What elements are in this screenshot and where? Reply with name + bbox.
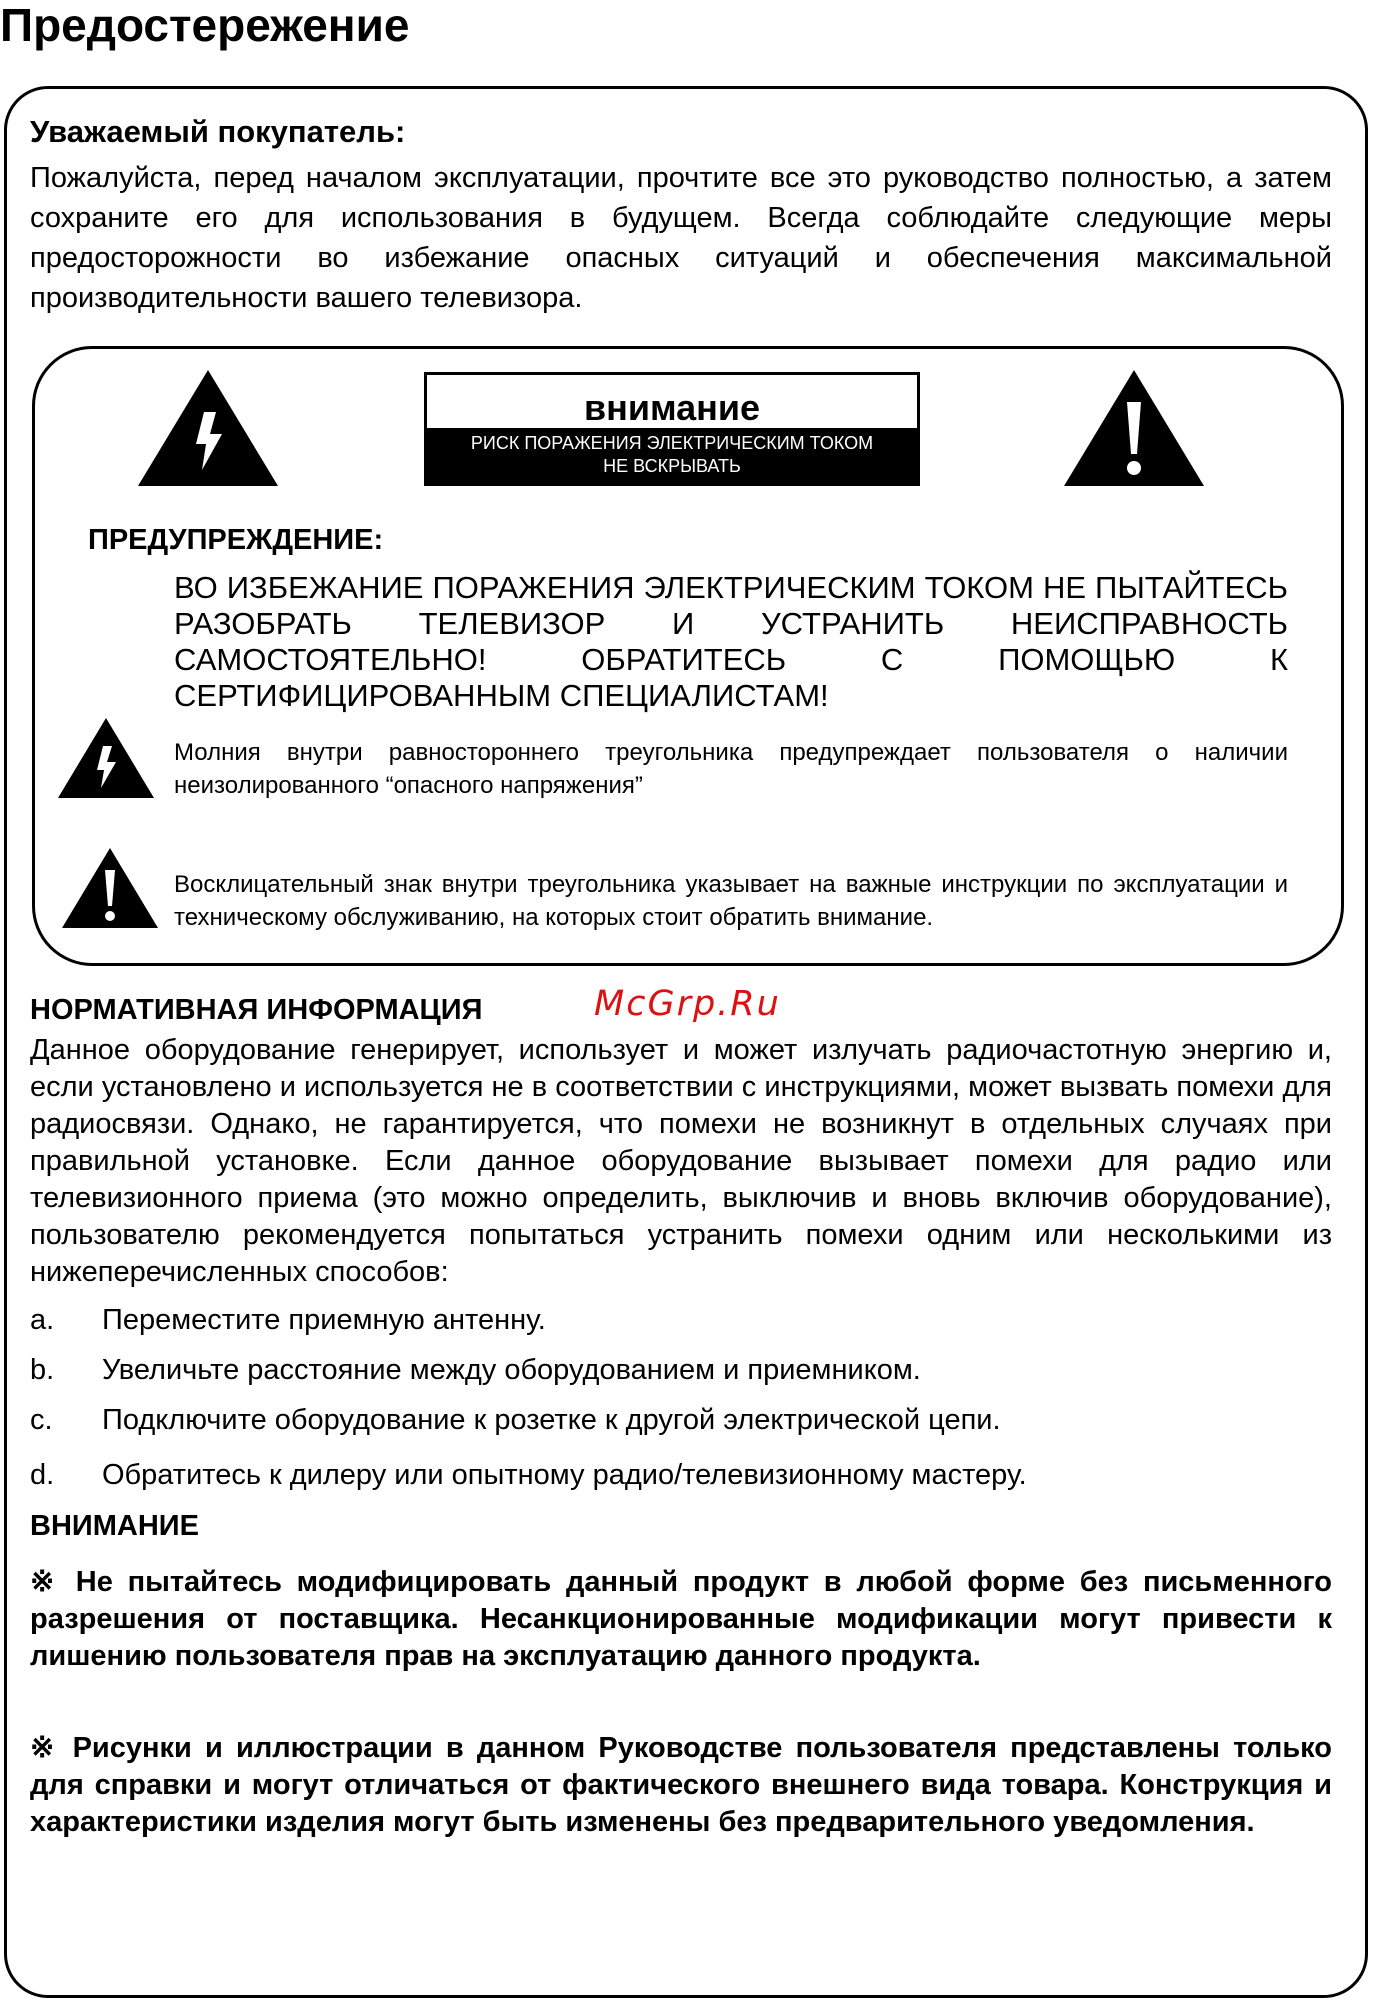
caution-label (424, 372, 920, 486)
warning-title: ПРЕДУПРЕЖДЕНИЕ: (88, 524, 384, 556)
exclamation-warning-icon (1064, 370, 1204, 486)
list-item-text: Переместите приемную антенну. (102, 1304, 546, 1336)
exclamation-symbol-icon (62, 848, 158, 928)
regulatory-text: Данное оборудование генерирует, использует и может излучать радиочастотную энергию и, если установлено и используется не в соответствии с инструкциями, может вызвать помехи для радиосвязи. Однако, не гарантируется, что помехи не возникнут в отдельных случаях при правильной установке. Если данное оборудование вызывает помехи для радио или телевизионного приема (это можно определить, выключив и вновь включив оборудование), пользователю рекомендуется попытаться устранить помехи одним или несколькими из нижеперечисленных способов: (30, 1034, 1332, 1288)
lightning-warning-icon (138, 370, 278, 486)
caution-line-1: РИСК ПОРАЖЕНИЯ ЭЛЕКТРИЧЕСКИМ ТОКОМ (470, 433, 874, 453)
regulatory-title: НОРМАТИВНАЯ ИНФОРМАЦИЯ (30, 994, 483, 1026)
page-title: Предостережение (0, 0, 410, 51)
attention-title: ВНИМАНИЕ (30, 1510, 199, 1542)
lightning-description: Молния внутри равностороннего треугольника предупреждает пользователя о наличии неизолированного “опасного напряжения” (174, 739, 1288, 799)
list-item-letter: c. (30, 1404, 53, 1436)
intro-paragraph: Пожалуйста, перед началом эксплуатации, прочтите все это руководство полностью, а затем сохраните его для использования в будущем. Всегда соблюдайте следующие меры предосторожности во избежание опасных ситуаций и обеспечения максимальной производительности вашего телевизора. (30, 162, 1332, 314)
list-item-letter: a. (30, 1304, 55, 1336)
attention-note: ※ Рисунки и иллюстрации в данном Руководстве пользователя представлены только для справки и могут отличаться от фактического внешнего вида товара. Конструкция и характеристики изделия могут быть изменены без предварительного уведомления. (30, 1732, 1332, 1838)
list-item-text: Подключите оборудование к розетке к другой электрической цепи. (102, 1404, 1001, 1436)
list-item-text: Обратитесь к дилеру или опытному радио/телевизионному мастеру. (102, 1459, 1027, 1491)
attention-note: ※ Не пытайтесь модифицировать данный продукт в любой форме без письменного разрешения от поставщика. Несанкционированные модификации могут привести к лишению пользователя прав на эксплуатацию данного продукта. (30, 1566, 1332, 1672)
caution-line-2: НЕ ВСКРЫВАТЬ (603, 456, 741, 476)
list-item-letter: d. (30, 1459, 55, 1491)
lightning-symbol-icon (58, 718, 154, 798)
caution-word: внимание (583, 387, 761, 428)
warning-text: ВО ИЗБЕЖАНИЕ ПОРАЖЕНИЯ ЭЛЕКТРИЧЕСКИМ ТОКОМ НЕ ПЫТАЙТЕСЬ РАЗОБРАТЬ ТЕЛЕВИЗОР И УСТРАНИТЬ НЕИСПРАВНОСТЬ САМОСТОЯТЕЛЬНО! ОБРАТИТЕСЬ С ПОМОЩЬЮ К СЕРТИФИЦИРОВАННЫМ СПЕЦИАЛИСТАМ! (174, 570, 1288, 713)
caution-strip (427, 428, 917, 483)
greeting-heading: Уважаемый покупатель: (30, 114, 406, 149)
list-item-letter: b. (30, 1354, 55, 1386)
watermark: McGrp.Ru (594, 984, 781, 1024)
list-item-text: Увеличьте расстояние между оборудованием и приемником. (102, 1354, 921, 1386)
exclamation-description: Восклицательный знак внутри треугольника указывает на важные инструкции по эксплуатации и техническому обслуживанию, на которых стоит обратить внимание. (174, 871, 1288, 931)
